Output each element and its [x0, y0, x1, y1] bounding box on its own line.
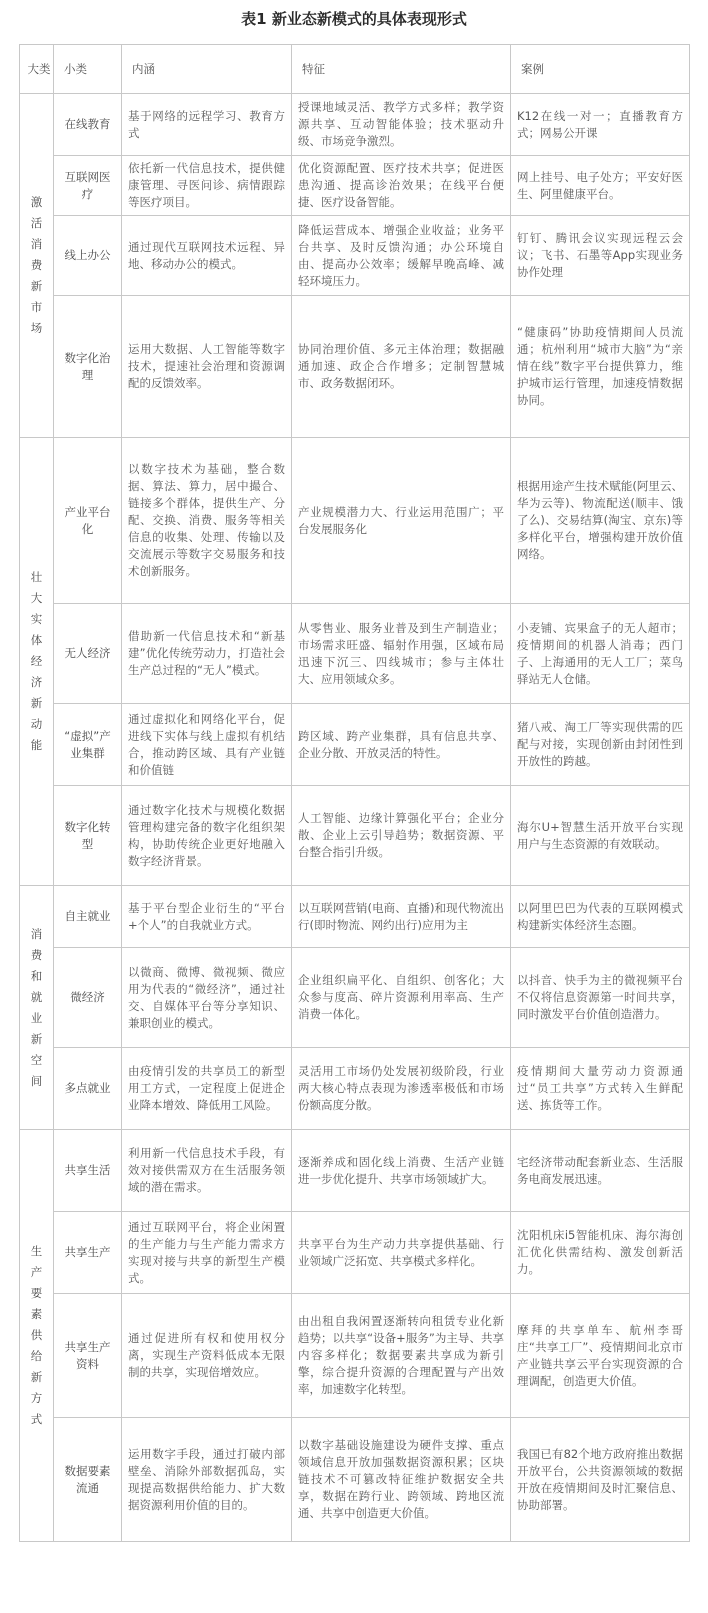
feature-cell: 以数字基础设施建设为硬件支撑、重点领域信息开放加强数据资源积累；区块链技术不可篡改特征维护数据安全共享，数据在跨行业、跨领域、跨地区流通、共享中创造更大价值。	[292, 1418, 511, 1542]
content-cell: 借助新一代信息技术和“新基建”优化传统劳动力，打造社会生产总过程的“无人”模式。	[122, 604, 292, 704]
case-cell: 宅经济带动配套新业态、生活服务电商发展迅速。	[511, 1130, 690, 1212]
feature-cell: 降低运营成本、增强企业收益；业务平台共享、及时反馈沟通；办公环境自由、提高办公效率；缓解早晚高峰、减轻环境压力。	[292, 216, 511, 296]
content-cell: 通过现代互联网技术远程、异地、移动办公的模式。	[122, 216, 292, 296]
table-row	[20, 1212, 690, 1294]
table-row	[20, 216, 690, 296]
content-cell: 运用大数据、人工智能等数字技术，提速社会治理和资源调配的反馈效率。	[122, 296, 292, 438]
feature-cell: 共享平台为生产动力共享提供基础、行业领域广泛拓宽、共享模式多样化。	[292, 1212, 511, 1294]
header-content: 内涵	[122, 45, 292, 94]
case-cell: 猪八戒、淘工厂等实现供需的匹配与对接，实现创新由封闭性到开放性的跨越。	[511, 704, 690, 786]
content-cell: 基于网络的远程学习、教育方式	[122, 94, 292, 156]
subcategory-cell: 共享生产资料	[54, 1294, 122, 1418]
category-cell: 消费和就业新空间	[20, 886, 54, 1130]
header-category: 大类	[20, 45, 54, 94]
feature-cell: 灵活用工市场仍处发展初级阶段，行业两大核心特点表现为渗透率极低和市场份额高度分散。	[292, 1048, 511, 1130]
content-cell: 通过互联网平台，将企业闲置的生产能力与生产能力需求方实现对接与共享的新型生产模式。	[122, 1212, 292, 1294]
table-row	[20, 948, 690, 1048]
table-row	[20, 94, 690, 156]
table-row	[20, 604, 690, 704]
subcategory-cell: 共享生产	[54, 1212, 122, 1294]
subcategory-cell: 无人经济	[54, 604, 122, 704]
content-cell: 通过虚拟化和网络化平台，促进线下实体与线上虚拟有机结合，推动跨区域、具有产业链和价值链	[122, 704, 292, 786]
content-cell: 依托新一代信息技术，提供健康管理、寻医问诊、病情跟踪等医疗项目。	[122, 156, 292, 216]
case-cell: K12在线一对一；直播教育方式；网易公开课	[511, 94, 690, 156]
content-cell: 通过促进所有权和使用权分离，实现生产资料低成本无限制的共享，实现倍增效应。	[122, 1294, 292, 1418]
feature-cell: 从零售业、服务业普及到生产制造业；市场需求旺盛、辐射作用强，区域布局迅速下沉三、四线城市；参与主体壮大、应用领域众多。	[292, 604, 511, 704]
subcategory-cell: 多点就业	[54, 1048, 122, 1130]
case-cell: 小麦铺、宾果盒子的无人超市；疫情期间的机器人消毒；西门子、上海通用的无人工厂；菜鸟驿站无人仓储。	[511, 604, 690, 704]
feature-cell: 逐渐养成和固化线上消费、生活产业链进一步优化提升、共享市场领域扩大。	[292, 1130, 511, 1212]
feature-cell: 协同治理价值、多元主体治理；数据融通加速、政企合作增多；定制智慧城市、政务数据闭环。	[292, 296, 511, 438]
table-row	[20, 1294, 690, 1418]
case-cell: 以阿里巴巴为代表的互联网模式构建新实体经济生态圈。	[511, 886, 690, 948]
subcategory-cell: 微经济	[54, 948, 122, 1048]
feature-cell: 优化资源配置、医疗技术共享；促进医患沟通、提高诊治效果；在线平台便捷、医疗设备智能。	[292, 156, 511, 216]
header-case: 案例	[511, 45, 690, 94]
feature-cell: 由出租自我闲置逐渐转向租赁专业化新趋势；以共享“设备+服务”为主导、共享内容多样化；数据要素共享成为新引擎，综合提升资源的合理配置与产出效率，加速数字化转型。	[292, 1294, 511, 1418]
case-cell: 我国已有82个地方政府推出数据开放平台，公共资源领域的数据开放在疫情期间及时汇聚信息、协助部署。	[511, 1418, 690, 1542]
header-row	[20, 45, 690, 94]
case-cell: 沈阳机床i5智能机床、海尔海创汇优化供需结构、激发创新活力。	[511, 1212, 690, 1294]
content-cell: 运用数字手段，通过打破内部壁垒、消除外部数据孤岛，实现提高数据供给能力、扩大数据资源利用价值的目的。	[122, 1418, 292, 1542]
feature-cell: 以互联网营销(电商、直播)和现代物流出行(即时物流、网约出行)应用为主	[292, 886, 511, 948]
feature-cell: 跨区域、跨产业集群，具有信息共享、企业分散、开放灵活的特性。	[292, 704, 511, 786]
case-cell: 疫情期间大量劳动力资源通过“员工共享”方式转入生鲜配送、拣货等工作。	[511, 1048, 690, 1130]
case-cell: 海尔U+智慧生活开放平台实现用户与生态资源的有效联动。	[511, 786, 690, 886]
table-row	[20, 1418, 690, 1542]
subcategory-cell: 互联网医疗	[54, 156, 122, 216]
table-row	[20, 704, 690, 786]
content-cell: 基于平台型企业衍生的“平台+个人”的自我就业方式。	[122, 886, 292, 948]
category-cell: 生产要素供给新方式	[20, 1130, 54, 1542]
subcategory-cell: 数字化治理	[54, 296, 122, 438]
case-cell: 钉钉、腾讯会议实现远程云会议；飞书、石墨等App实现业务协作处理	[511, 216, 690, 296]
category-cell: 壮大实体经济新动能	[20, 438, 54, 886]
content-cell: 以数字技术为基础，整合数据、算法、算力，居中撮合、链接多个群体，提供生产、分配、交换、消费、服务等相关信息的收集、处理、传输以及交流展示等数字交易服务和技术创新服务。	[122, 438, 292, 604]
subcategory-cell: 数字化转型	[54, 786, 122, 886]
subcategory-cell: 产业平台化	[54, 438, 122, 604]
table-row	[20, 296, 690, 438]
feature-cell: 产业规模潜力大、行业运用范围广；平台发展服务化	[292, 438, 511, 604]
subcategory-cell: 数据要素流通	[54, 1418, 122, 1542]
header-subcategory: 小类	[54, 45, 122, 94]
feature-cell: 人工智能、边缘计算强化平台；企业分散、企业上云引导趋势；数据资源、平台整合指引升级。	[292, 786, 511, 886]
category-cell: 激活消费新市场	[20, 94, 54, 438]
case-cell: 根据用途产生技术赋能(阿里云、华为云等)、物流配送(顺丰、饿了么)、交易结算(淘宝、京东)等多样化平台，增强构建开放价值网络。	[511, 438, 690, 604]
content-cell: 由疫情引发的共享员工的新型用工方式，一定程度上促进企业降本增效、降低用工风险。	[122, 1048, 292, 1130]
subcategory-cell: 线上办公	[54, 216, 122, 296]
feature-cell: 企业组织扁平化、自组织、创客化；大众参与度高、碎片资源利用率高、生产消费一体化。	[292, 948, 511, 1048]
table-row	[20, 886, 690, 948]
case-cell: 摩拜的共享单车、航州李哥庄“共享工厂”、疫情期间北京市产业链共享云平台实现资源的合理调配，创造更大价值。	[511, 1294, 690, 1418]
case-cell: “健康码”协助疫情期间人员流通；杭州利用“城市大脑”为“亲情在线”数字平台提供算力，维护城市运行管理，加速疫情数据协同。	[511, 296, 690, 438]
feature-cell: 授课地域灵活、教学方式多样；教学资源共享、互动智能体验；技术驱动升级、市场竞争激烈。	[292, 94, 511, 156]
business-forms-table	[19, 44, 690, 1542]
content-cell: 以微商、微博、微视频、微应用为代表的“微经济”，通过社交、自媒体平台等分享知识、兼职创业的模式。	[122, 948, 292, 1048]
header-feature: 特征	[292, 45, 511, 94]
subcategory-cell: 在线教育	[54, 94, 122, 156]
table-row	[20, 1048, 690, 1130]
table-row	[20, 438, 690, 604]
subcategory-cell: 共享生活	[54, 1130, 122, 1212]
table-title: 表1 新业态新模式的具体表现形式	[241, 10, 467, 28]
subcategory-cell: “虚拟”产业集群	[54, 704, 122, 786]
table-row	[20, 1130, 690, 1212]
content-cell: 利用新一代信息技术手段，有效对接供需双方在生活服务领域的潜在需求。	[122, 1130, 292, 1212]
table-row	[20, 786, 690, 886]
table-row	[20, 156, 690, 216]
content-cell: 通过数字化技术与规模化数据管理构建完备的数字化组织架构，协助传统企业更好地融入数字经济背景。	[122, 786, 292, 886]
subcategory-cell: 自主就业	[54, 886, 122, 948]
case-cell: 网上挂号、电子处方；平安好医生、阿里健康平台。	[511, 156, 690, 216]
case-cell: 以抖音、快手为主的微视频平台不仅将信息资源第一时间共享，同时激发平台价值创造潜力。	[511, 948, 690, 1048]
